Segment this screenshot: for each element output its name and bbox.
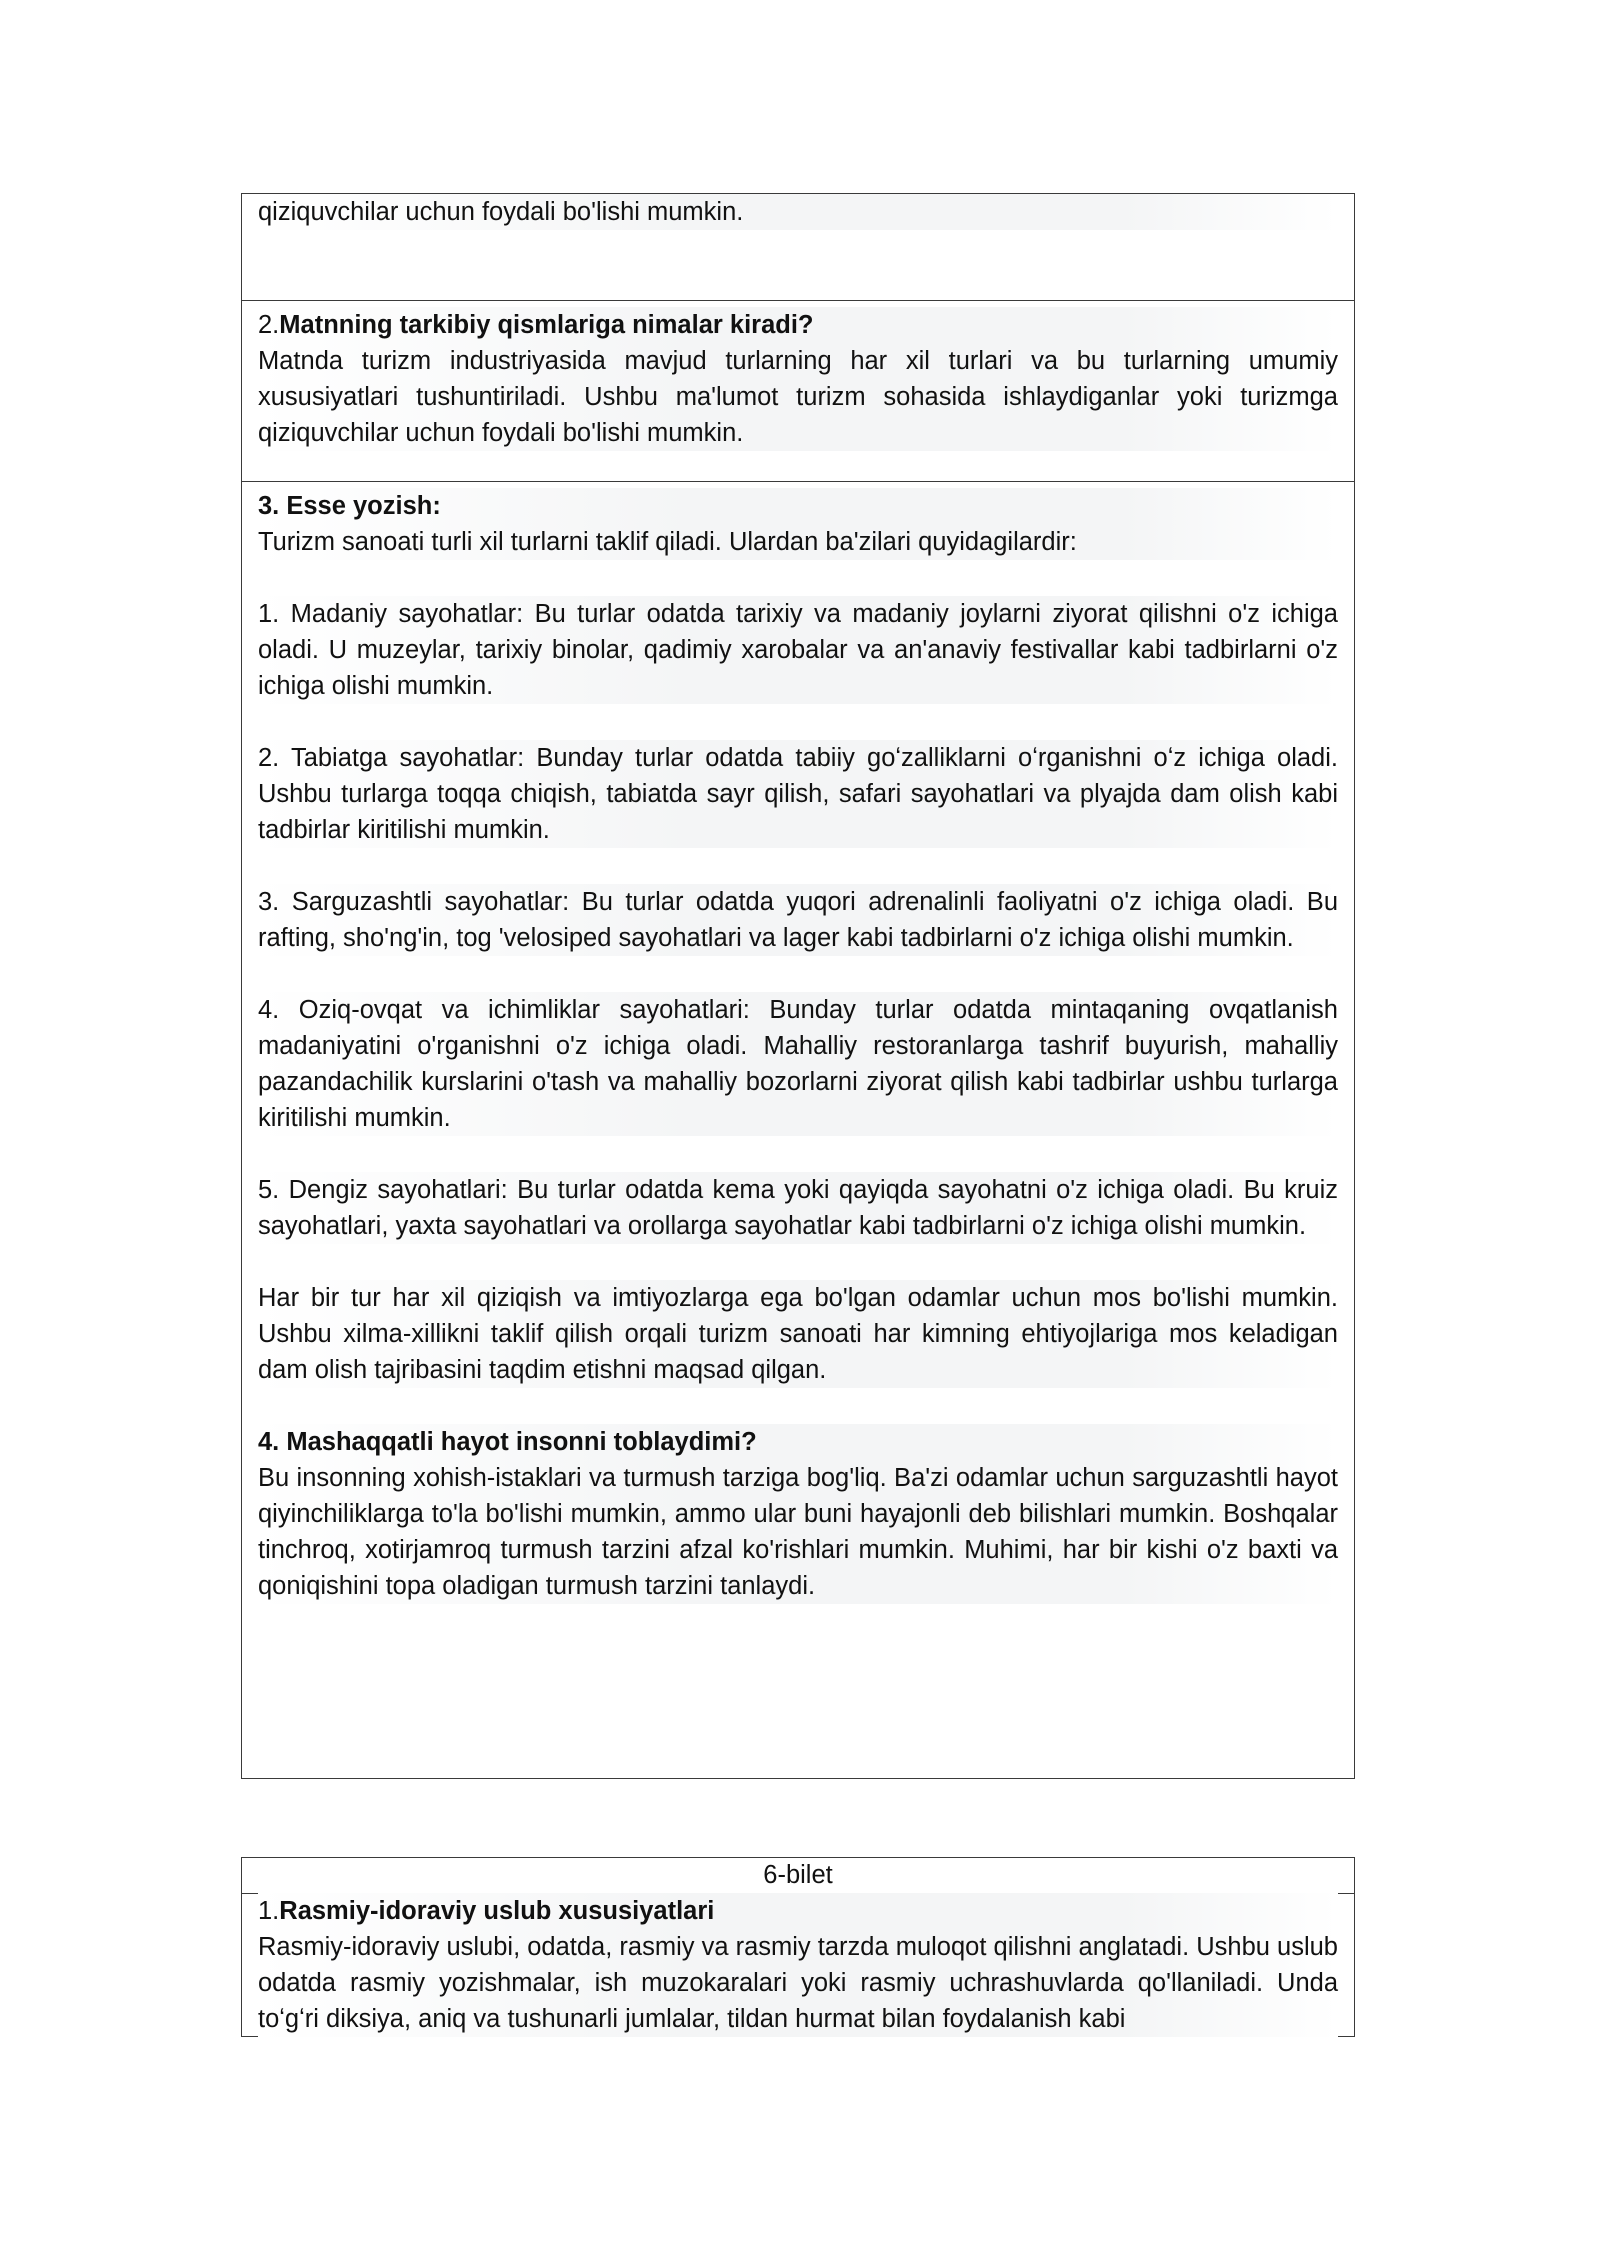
question-2-answer: Matnda turizm industriyasida mavjud turlarning har xil turlari va bu turlarning umumiy xususiyatlari tushuntiriladi. Ushbu ma'lumot turizm sohasida ishlaydiganlar yoki turizmga qiziquvchilar uchun foydali bo'lishi mumkin. [258,343,1338,451]
ticket-question-1-title: Rasmiy-idoraviy uslub xususiyatlari [279,1897,715,1925]
essay-item-4: 4. Oziq-ovqat va ichimliklar sayohatlari: Bunday turlar odatda mintaqaning ovqatlanish madaniyatini o'rganishni o'z ichiga oladi. Mahalliy restoranlarga tashrif buyurish, mahalliy pazandachilik kurslarini o'tash va mahalliy bozorlarni ziyorat qilish kabi tadbirlar ushbu turlarga kiritilishi mumkin. [258,992,1338,1136]
ticket-table [241,1857,1355,2037]
ticket-question-1-number: 1. [258,1897,280,1925]
question-2-title: Matnning tarkibiy qismlariga nimalar kiradi? [279,311,814,339]
essay-item-1: 1. Madaniy sayohatlar: Bu turlar odatda tarixiy va madaniy joylarni ziyorat qilishni o'z ichiga oladi. U muzeylar, tarixiy binolar, qadimiy xarobalar va an'anaviy festivallar kabi tadbirlarni o'z ichiga olishi mumkin. [258,596,1338,704]
essay-item-2: 2. Tabiatga sayohatlar: Bunday turlar odatda tabiiy goʻzalliklarni oʻrganishni oʻz ichiga oladi. Ushbu turlarga toqqa chiqish, tabiatda sayr qilish, safari sayohatlari va plyajda dam olish kabi tadbirlar kiritilishi mumkin. [258,740,1338,848]
question-2-number: 2. [258,311,280,339]
essay-intro: Turizm sanoati turli xil turlarni taklif qiladi. Ulardan ba'zilari quyidagilardir: [258,524,1338,560]
ticket-title: 6-bilet [242,1858,1354,1894]
essay-conclusion: Har bir tur har xil qiziqish va imtiyozlarga ega bo'lgan odamlar uchun mos bo'lishi mumkin. Ushbu xilma-xillikni taklif qilish orqali turizm sanoati har kimning ehtiyojlariga mos keladigan dam olish tajribasini taqdim etishni maqsad qilgan. [258,1280,1338,1388]
question-4-answer: Bu insonning xohish-istaklari va turmush tarziga bog'liq. Ba'zi odamlar uchun sarguzashtli hayot qiyinchiliklarga to'la bo'lishi mumkin, ammo ular buni hayajonli deb bilishlari mumkin. Boshqalar tinchroq, xotirjamroq turmush tarzini afzal ko'rishlari mumkin. Muhimi, har bir kishi o'z baxti va qoniqishini topa oladigan turmush tarzini tanlaydi. [258,1460,1338,1604]
question-4-heading: 4. Mashaqqatli hayot insonni toblaydimi? [258,1424,1338,1460]
ticket-question-1-heading [258,1893,1338,1929]
essay-item-5: 5. Dengiz sayohatlari: Bu turlar odatda kema yoki qayiqda sayohatni o'z ichiga oladi. Bu kruiz sayohatlari, yaxta sayohatlari va orollarga sayohatlar kabi tadbirlarni o'z ichiga olishi mumkin. [258,1172,1338,1244]
ticket-question-1-answer: Rasmiy-idoraviy uslubi, odatda, rasmiy va rasmiy tarzda muloqot qilishni anglatadi. Ushbu uslub odatda rasmiy yozishmalar, ish muzokaralari yoki rasmiy uchrashuvlarda qo'llaniladi. Unda toʻgʻri diksiya, aniq va tushunarli jumlalar, tildan hurmat bilan foydalanish kabi [258,1929,1338,2037]
question-2-heading [258,307,1338,343]
essay-item-3: 3. Sarguzashtli sayohatlar: Bu turlar odatda yuqori adrenalinli faoliyatni o'z ichiga oladi. Bu rafting, sho'ng'in, tog 'velosiped sayohatlari va lager kabi tadbirlarni o'z ichiga olishi mumkin. [258,884,1338,956]
table-cell-question-3-4 [242,482,1354,1780]
answers-table [241,193,1355,1779]
ticket-body [242,1893,1354,2037]
question-3-heading: 3. Esse yozish: [258,488,1338,524]
table-cell-continuation [242,194,1354,301]
continuation-text: qiziquvchilar uchun foydali bo'lishi mumkin. [258,194,1338,230]
table-cell-question-2 [242,301,1354,482]
